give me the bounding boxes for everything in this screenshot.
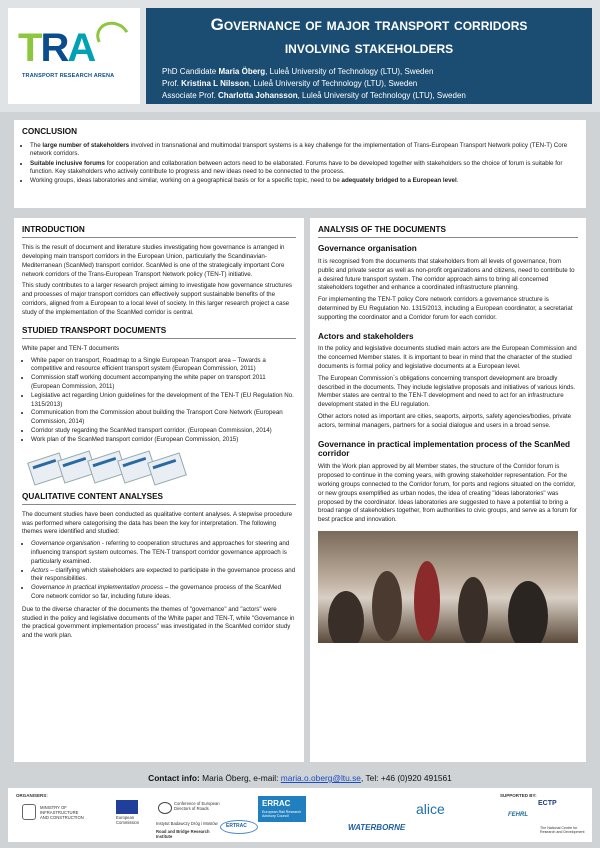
document-item: • Legislative act regarding Union guidelines for the development of the TEN-T (EU Regulation No. 1315/2013) <box>31 392 296 410</box>
document-item: • Corridor study regarding the ScanMed transport corridor. (European Commission, 2014) <box>31 427 296 436</box>
org-errac: ERRAC <box>262 799 291 808</box>
org-ec: European Commission <box>116 815 140 825</box>
eu-flag-icon <box>116 800 138 814</box>
poster-title-line2: involving stakeholders <box>284 38 454 57</box>
conclusion-list <box>30 142 580 187</box>
org-errac-sub: European Rail Research Advisory Council <box>262 810 302 819</box>
org-alice: alice <box>416 801 445 817</box>
document-item: • Communication from the Commission about building the Transport Core Network (European Commission, 2014) <box>31 409 296 427</box>
qualitative-heading: QUALITATIVE CONTENT ANALYSES <box>22 493 296 505</box>
org-ertrac: ERTRAC <box>226 823 247 829</box>
contact-info: Contact info: Maria Öberg, e-mail: maria.o.oberg@ltu.se, Tel: +46 (0)920 491561 <box>148 773 452 783</box>
conclusion-heading: CONCLUSION <box>22 127 78 136</box>
org-ibdim: Instytut Badawczy Dróg i Mostów <box>156 821 218 826</box>
studied-subheading: White paper and TEN-T documents <box>22 344 120 352</box>
theme-item: • Actors – clarifying which stakeholders are expected to participate in the governance process and their responsibilities. <box>31 567 296 585</box>
analysis-heading: ANALYSIS OF THE DOCUMENTS <box>318 226 578 238</box>
governance-paragraph-2: For implementing the TEN-T policy Core network corridors a governance structure is determined by EU Regulation No. 1315/2013, including a European coordinator, a secretariat supporting the coordinator and a Corridor forum for each corridor. <box>318 296 573 321</box>
poster-title-line1: Governance of major transport corridors <box>210 15 528 34</box>
themes-list <box>22 540 296 602</box>
studied-documents-heading: STUDIED TRANSPORT DOCUMENTS <box>22 327 296 339</box>
right-column <box>310 218 586 762</box>
footer-logos <box>8 788 592 842</box>
org-waterborne: WATERBORNE <box>348 823 406 832</box>
actors-heading: Actors and stakeholders <box>318 331 414 341</box>
org-ministry: MINISTRY OF INFRASTRUCTURE AND CONSTRUCTION <box>40 805 84 820</box>
actors-paragraph-2: The European Commission´s obligations concerning transport development are broadly described in the documents. They include legislative proposals and initiatives of various kinds. Member states are central to the TEN-T development and need to act for an infrastructure development stated in the EU regulation. <box>318 374 576 409</box>
title-banner <box>146 8 592 104</box>
author-1: PhD Candidate Maria Öberg, Luleå University of Technology (LTU), Sweden <box>162 67 434 76</box>
meeting-photo <box>318 531 578 643</box>
logo-swoosh-icon <box>92 17 134 57</box>
tra-logo-subtitle: TRANSPORT RESEARCH ARENA <box>22 73 115 79</box>
author-3: Associate Prof. Charlotta Johansson, Luleå University of Technology (LTU), Sweden <box>162 91 466 100</box>
document-covers-image <box>22 449 296 485</box>
cedr-icon <box>158 802 172 814</box>
intro-paragraph-2: This study contributes to a larger research project aiming to investigate how governance structures and processes of major transport corridors can effectively support sustainable benefits of the corridors, aligned from a European to a local level of society. In this larger research project a case study of the implementation of the ScanMed corridor is central. <box>22 282 292 316</box>
studied-documents-list <box>22 357 296 445</box>
implementation-heading: Governance in practical implementation process of the ScanMed corridor <box>318 439 571 459</box>
supported-label: SUPPORTED BY: <box>500 793 537 798</box>
theme-item: • Governance organisation - referring to cooperation structures and approaches for steering and influencing transport system outcomes. The TEN-T transport corridor governance approach is particularly examined. <box>31 540 296 566</box>
document-item: • Commission staff working document accompanying the white paper on transport 2011 (European Commission, 2011) <box>31 374 296 392</box>
document-item: • White paper on transport, Roadmap to a Single European Transport area – Towards a competitive and resource efficient transport system (European Commission, 2011) <box>31 357 296 375</box>
tra-logo-text: TRA <box>18 26 95 70</box>
governance-organisation-heading: Governance organisation <box>318 244 417 254</box>
org-ncbr: The National Centre for Research and Development <box>540 826 585 835</box>
ministry-emblem-icon <box>22 804 36 820</box>
intro-paragraph-1: This is the result of document and literature studies investigating how governance is arranged in developing main transport corridors in the European Union, particularly the Scandinavian-Mediterranean (ScanMed) transport corridor. ScanMed is one of the strategically important Core network corridors of the Trans-European Transport Network policy (TEN-T) initiative. <box>22 244 285 278</box>
actors-paragraph-1: In the policy and legislative documents studied main actors are the European Commission and the concerned Member states. It is important to bear in mind that the character of the studied documents is formal policy and legislative documents at a European level. <box>318 345 577 371</box>
organisers-label: ORGANISERS: <box>16 793 48 798</box>
actors-paragraph-3: Other actors noted as important are cities, seaports, airports, safety agencies/bodies, private actors, terminal managers, partners for a social dialogue and users in a broad sense. <box>318 413 572 429</box>
conclusion-panel <box>14 120 586 208</box>
governance-paragraph-1: It is recognised from the documents that stakeholders from all levels of governance, from public and private sector as well as non-profit organizations and citizens, need to contribute to a desired future transport system. The corridor approach aims to bring all concerned stakeholders together and enhance a coordinated infrastructure planning. <box>318 258 575 292</box>
tra-logo <box>8 8 140 104</box>
theme-item: • Governance in practical implementation process – the governance process of the ScanMed Core network corridor so far, including future ideas. <box>31 584 296 602</box>
introduction-heading: INTRODUCTION <box>22 226 296 238</box>
conclusion-item: • The large number of stakeholders involved in transnational and multimodal transport systems is a key challenge for the implementation of Trans-European Transport Network policy (TEN-T) Core network corridors. <box>30 142 580 159</box>
org-cedr: Conference of European Directors of Roads <box>174 801 220 811</box>
org-ibdim-en: Road and Bridge Research Institute <box>156 829 210 839</box>
author-2: Prof. Kristina L Nilsson, Luleå University of Technology (LTU), Sweden <box>162 79 418 88</box>
left-column <box>14 218 304 762</box>
document-item: • Work plan of the ScanMed transport corridor (European Commission, 2015) <box>31 436 296 445</box>
org-ectp: ECTP <box>538 800 557 807</box>
conclusion-item: • Suitable inclusive forums for cooperation and collaboration between actors need to be elaborated. Forums have to be developed together with stakeholders so the choice of forum is suitable for function. Key stakeholders who actively contribute to progress and new ideas need to be connected to the process. <box>30 160 580 177</box>
email-link[interactable]: maria.o.oberg@ltu.se <box>280 773 361 783</box>
conclusion-item: • Working groups, ideas laboratories and similar, working on a geographical basis or for a specific topic, need to be adequately bridged to a European level. <box>30 177 580 185</box>
poster-header <box>0 0 600 112</box>
implementation-paragraph: With the Work plan approved by all Member states, the structure of the Corridor forum is proposed to continue in the coming years, with growing stakeholder representation. For the working groups connected to the Corridor forum, for ports and regions situated on the corridor, or new groups exemplified as urban nodes, the idea of creating "ideas laboratories" was proposed by the coordinator. Ideas laboratories are suggested to have a potential to bring a broad range of stakeholders together, from authorities to civic groups, and serve as a forum for best practice and innovation. <box>318 463 577 524</box>
org-fehrl: FEHRL <box>508 812 528 818</box>
qualitative-paragraph-2: Due to the diverse character of the documents the themes of "governance" and "actors" were studied in the policy and legislative documents of the White paper and TEN-T, while "Governance in the practical government implementation process" was investigated in the ScanMed corridor study and the work plan. <box>22 605 295 640</box>
qualitative-paragraph-1: The document studies have been conducted as qualitative content analyses. A stepwise procedure was performed where categorising the data has been the key for interpretation. The following themes were identified and studied: <box>22 510 293 536</box>
